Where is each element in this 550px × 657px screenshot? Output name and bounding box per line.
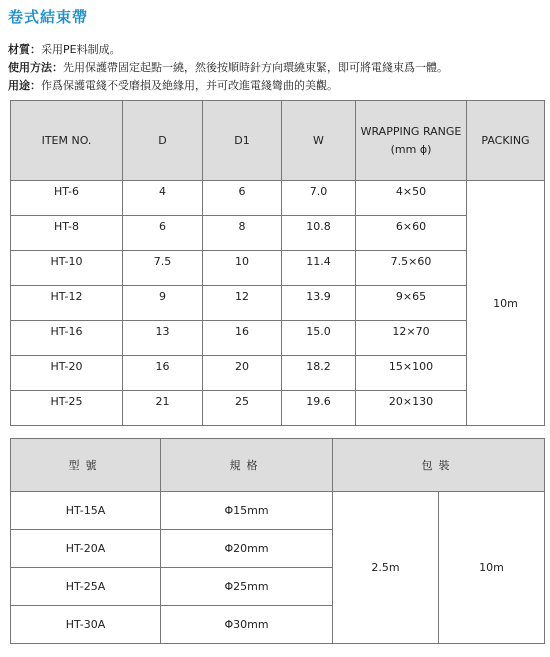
spec-cell: Φ20mm xyxy=(161,530,333,568)
item-cell: HT-20 xyxy=(11,356,123,391)
d1-cell: 20 xyxy=(203,356,282,391)
header-range-label: WRAPPING RANGE xyxy=(360,124,462,138)
range-cell: 6×60 xyxy=(356,216,467,251)
d1-cell: 25 xyxy=(203,391,282,426)
usage-line xyxy=(8,59,448,75)
material-text: 采用PE料制成。 xyxy=(41,43,121,56)
spec-cell: Φ30mm xyxy=(161,606,333,644)
d-cell: 9 xyxy=(123,286,203,321)
item-cell: HT-12 xyxy=(11,286,123,321)
material-line xyxy=(8,41,121,57)
w-cell: 13.9 xyxy=(282,286,356,321)
packing-cell: 10m xyxy=(467,181,545,426)
header-d: D xyxy=(123,101,203,181)
w-cell: 7.0 xyxy=(282,181,356,216)
d1-cell: 16 xyxy=(203,321,282,356)
d1-cell: 6 xyxy=(203,181,282,216)
d-cell: 16 xyxy=(123,356,203,391)
range-cell: 7.5×60 xyxy=(356,251,467,286)
model-cell: HT-30A xyxy=(11,606,161,644)
spec-table-header-row xyxy=(11,101,545,181)
item-cell: HT-8 xyxy=(11,216,123,251)
table-row xyxy=(11,251,545,286)
d-cell: 6 xyxy=(123,216,203,251)
w-cell: 15.0 xyxy=(282,321,356,356)
w-cell: 18.2 xyxy=(282,356,356,391)
header-model: 型號 xyxy=(11,439,161,492)
header-pack: 包裝 xyxy=(333,439,545,492)
range-cell: 20×130 xyxy=(356,391,467,426)
header-spec: 規格 xyxy=(161,439,333,492)
range-cell: 4×50 xyxy=(356,181,467,216)
purpose-label: 用途： xyxy=(8,79,41,92)
model-cell: HT-15A xyxy=(11,492,161,530)
spec-table xyxy=(10,100,545,426)
w-cell: 19.6 xyxy=(282,391,356,426)
table-row xyxy=(11,391,545,426)
table-row xyxy=(11,321,545,356)
header-range-unit: (mm ϕ) xyxy=(390,142,432,156)
table-row xyxy=(11,492,545,530)
pack-cell-a: 2.5m xyxy=(333,492,439,644)
spec-cell: Φ15mm xyxy=(161,492,333,530)
spec-cell: Φ25mm xyxy=(161,568,333,606)
purpose-line xyxy=(8,77,338,93)
item-cell: HT-10 xyxy=(11,251,123,286)
table-row xyxy=(11,286,545,321)
table-row xyxy=(11,216,545,251)
material-label: 材質： xyxy=(8,43,41,56)
d-cell: 7.5 xyxy=(123,251,203,286)
w-cell: 11.4 xyxy=(282,251,356,286)
header-wrapping-range xyxy=(356,101,467,181)
item-cell: HT-25 xyxy=(11,391,123,426)
model-cell: HT-25A xyxy=(11,568,161,606)
pack-cell-b: 10m xyxy=(439,492,545,644)
d1-cell: 10 xyxy=(203,251,282,286)
header-w: W xyxy=(282,101,356,181)
page-title: 卷式結束帶 xyxy=(8,8,89,26)
item-cell: HT-6 xyxy=(11,181,123,216)
range-cell: 15×100 xyxy=(356,356,467,391)
d1-cell: 8 xyxy=(203,216,282,251)
range-cell: 9×65 xyxy=(356,286,467,321)
header-d1: D1 xyxy=(203,101,282,181)
d-cell: 21 xyxy=(123,391,203,426)
usage-text: 先用保護帶固定起點一繞，然後按順時針方向環繞束緊，即可將電綫束爲一體。 xyxy=(63,61,448,74)
table-row xyxy=(11,356,545,391)
d1-cell: 12 xyxy=(203,286,282,321)
d-cell: 4 xyxy=(123,181,203,216)
purpose-text: 作爲保護電綫不受磨損及絶緣用，并可改進電綫彎曲的美觀。 xyxy=(41,79,338,92)
model-cell: HT-20A xyxy=(11,530,161,568)
header-item-no: ITEM NO. xyxy=(11,101,123,181)
header-packing: PACKING xyxy=(467,101,545,181)
w-cell: 10.8 xyxy=(282,216,356,251)
model-table-header-row xyxy=(11,439,545,492)
item-cell: HT-16 xyxy=(11,321,123,356)
model-table xyxy=(10,438,545,644)
usage-label: 使用方法： xyxy=(8,61,63,74)
range-cell: 12×70 xyxy=(356,321,467,356)
d-cell: 13 xyxy=(123,321,203,356)
table-row xyxy=(11,181,545,216)
